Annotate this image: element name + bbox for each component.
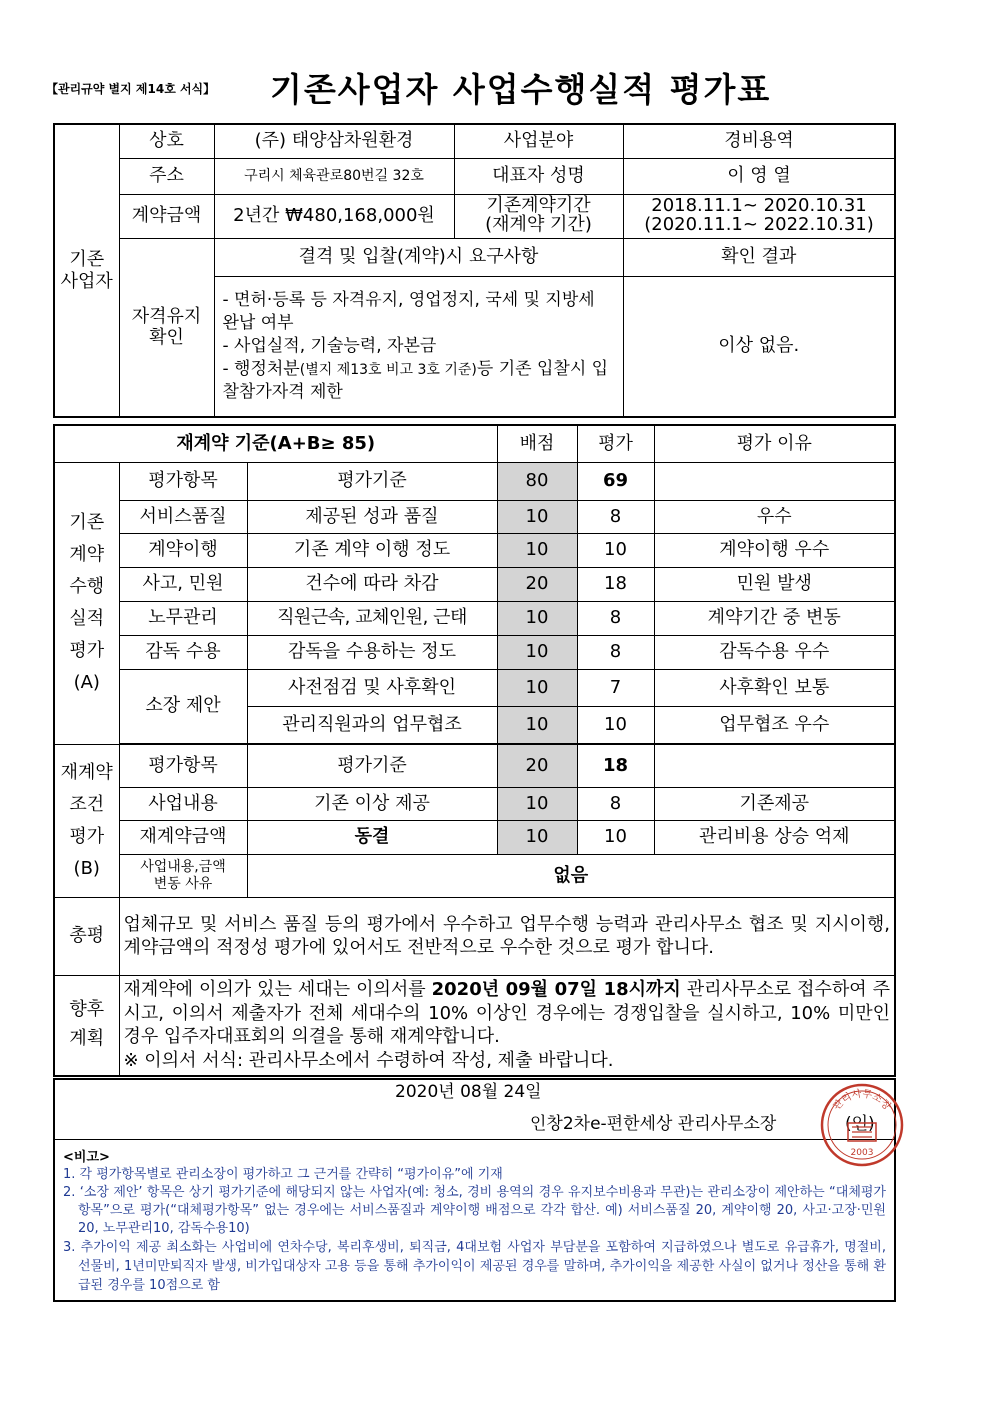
eval-basis: 제공된 성과 품질 [247,500,497,533]
eval-reason: 업무협조 우수 [654,706,895,743]
eval-basis: 감독을 수용하는 정도 [247,635,497,669]
requirement-item: - 사업실적, 기술능력, 자본금 [222,335,437,356]
result-header: 확인 결과 [623,238,895,276]
eval-item: 노무관리 [119,601,247,635]
address-label: 주소 [119,158,214,194]
existing-side-label: 기존 사업자 [54,124,119,417]
eval-item: 계약이행 [119,533,247,567]
section-b-total-score: 20 [497,744,577,787]
eval-score: 10 [497,669,577,706]
remark-item: 1. 각 평가항목별로 관리소장이 평가하고 그 근거를 간략히 “평가이유”에 기재 [63,1166,503,1182]
official-seal-icon [820,1083,904,1167]
eval-reason: 우수 [654,500,895,533]
requirements-list [214,276,623,417]
existing-contractor-table [53,123,896,418]
rep-label: 대표자 성명 [454,158,623,194]
field-value: 경비용역 [623,124,895,158]
remarks-title: <비고> [63,1149,110,1165]
form-label: 【관리규약 별지 제14호 서식】 [46,82,216,96]
section-a-total-eval: 69 [577,462,654,500]
signature-block [54,1079,895,1139]
section-b-basis-header: 평가기준 [247,744,497,787]
eval-reason: 감독수용 우수 [654,635,895,669]
remark-item: 2. ‘소장 제안’ 항목은 상기 평가기준에 해당되지 않는 사업자(예: 청소, 경비 용역의 경우 유지보수비용과 무관)는 관리소장이 제안하는 “대체평가항목”으로 평가(“대체평가항목” 없는 경우에는 서비스품질과 계약이행 배점으로 각각 합산. 예) 서비스품질 20, 계약이행 20, 사고·고장·민원 20, 노무관리10, 감독수용10) [63,1184,886,1236]
eval-score: 10 [497,601,577,635]
company-value: (주) 태양삼차원환경 [214,124,454,158]
eval-score: 10 [497,787,577,820]
eval-reason: 기존제공 [654,787,895,820]
eval-value: 8 [577,787,654,820]
seal-text: 관리사무소장 [831,1088,893,1113]
section-a-basis-header: 평가기준 [247,462,497,500]
eval-reason: 계약기간 중 변동 [654,601,895,635]
summary-label: 총평 [54,897,119,975]
plan-text: 재계약에 이의가 있는 세대는 이의서를 2020년 09월 07일 18시까지 관리사무소로 접수하여 주시고, 이의서 제출자가 전체 세대수의 10% 이상인 경우에는 경쟁입찰을 실시하고, 10% 미만인 경우 입주자대표회의 의결을 통해 재계약합니다. ※ 이의서 서식: 관리사무소에서 수령하여 작성, 제출 바랍니다. [119,975,895,1076]
eval-reason: 민원 발생 [654,567,895,601]
eval-item: 사업내용 [119,787,247,820]
eval-item: 소장 제안 [119,669,247,743]
section-a-total-reason [654,462,895,500]
change-reason-label: 사업내용,금액 변동 사유 [119,854,247,897]
summary-text: 업체규모 및 서비스 품질 등의 평가에서 우수하고 업무수행 능력과 관리사무소 협조 및 지시이행, 계약금액의 적정성 평가에 있어서도 전반적으로 우수한 것으로 평가 합니다. [119,897,895,975]
eval-score: 10 [497,635,577,669]
section-b-item-header: 평가항목 [119,744,247,787]
criteria-title: 재계약 기준(A+B≥ 85) [54,425,497,462]
eval-reason: 사후확인 보통 [654,669,895,706]
eval-score: 10 [497,706,577,743]
section-b-side-label: 재계약 조건 평가 (B) [54,744,119,897]
plan-note: ※ 이의서 서식: 관리사무소에서 수령하여 작성, 제출 바랍니다. [123,1049,614,1071]
section-b-total-eval: 18 [577,744,654,787]
footer-table [53,1078,896,1302]
eval-score: 10 [497,500,577,533]
eval-header: 평가 [577,425,654,462]
section-b-total-reason [654,744,895,787]
eval-basis: 사전점검 및 사후확인 [247,669,497,706]
eval-score: 10 [497,820,577,854]
requirements-header: 결격 및 입찰(계약)시 요구사항 [214,238,623,276]
eval-basis: 기존 이상 제공 [247,787,497,820]
rep-value: 이 영 열 [623,158,895,194]
requirement-item: - 행정처분(별지 제13호 비고 3호 기준)등 기존 입찰시 입찰참가자격 제한 [222,358,609,402]
eval-reason: 관리비용 상승 억제 [654,820,895,854]
requirement-item: - 면허·등록 등 자격유지, 영업정지, 국세 및 지방세 완납 여부 [222,289,595,333]
eval-item: 사고, 민원 [119,567,247,601]
eval-score: 20 [497,567,577,601]
issue-date: 2020년 08월 24일 [395,1082,542,1102]
seal-mark: (인) [845,1114,875,1134]
remark-item: 3. 추가이익 제공 최소화는 사업비에 연차수당, 복리후생비, 퇴직금, 4대보험 사업자 부담분을 포함하여 지급하였으나 별도로 유급휴가, 명절비, 선물비, 1년미만퇴직자 발생, 비가입대상자 고용 등을 통해 추가이익이 제공된 경우를 말하며, 추가이익을 제공한 사실이 없거나 정산을 통해 환급된 경우를 10점으로 함 [63,1239,886,1293]
amount-value: 2년간 ₩480,168,000원 [214,194,454,238]
eval-value: 8 [577,601,654,635]
remarks-block [54,1139,895,1301]
page-title: 기존사업자 사업수행실적 평가표 [270,70,772,109]
evaluation-table [53,424,896,1077]
reason-header: 평가 이유 [654,425,895,462]
section-a-item-header: 평가항목 [119,462,247,500]
office-name: 인창2차e-편한세상 관리사무소장 [530,1114,777,1134]
eval-value: 8 [577,500,654,533]
eval-item: 서비스품질 [119,500,247,533]
eval-value: 8 [577,635,654,669]
change-reason-value: 없음 [247,854,895,897]
eval-basis: 관리직원과의 업무협조 [247,706,497,743]
eval-reason: 계약이행 우수 [654,533,895,567]
period-label: 기존계약기간 (재계약 기간) [454,194,623,238]
company-label: 상호 [119,124,214,158]
check-result: 이상 없음. [623,276,895,417]
qualification-label: 자격유지 확인 [119,238,214,417]
eval-item: 감독 수용 [119,635,247,669]
period-value: 2018.11.1~ 2020.10.31 (2020.11.1~ 2022.10.31) [623,194,895,238]
eval-value: 10 [577,706,654,743]
address-value: 구리시 체육관로80번길 32호 [214,158,454,194]
eval-basis: 건수에 따라 차감 [247,567,497,601]
eval-basis: 동결 [247,820,497,854]
plan-deadline: 2020년 09월 07일 18시까지 [431,979,681,1001]
plan-label: 향후 계획 [54,975,119,1076]
eval-basis: 기존 계약 이행 정도 [247,533,497,567]
eval-value: 7 [577,669,654,706]
seal-year: 2003 [850,1148,874,1158]
eval-value: 10 [577,533,654,567]
eval-value: 10 [577,820,654,854]
eval-value: 18 [577,567,654,601]
amount-label: 계약금액 [119,194,214,238]
section-a-total-score: 80 [497,462,577,500]
score-header: 배점 [497,425,577,462]
section-a-side-label: 기존 계약 수행 실적 평가 (A) [54,462,119,744]
eval-basis: 직원근속, 교체인원, 근태 [247,601,497,635]
eval-item: 재계약금액 [119,820,247,854]
field-label: 사업분야 [454,124,623,158]
eval-score: 10 [497,533,577,567]
